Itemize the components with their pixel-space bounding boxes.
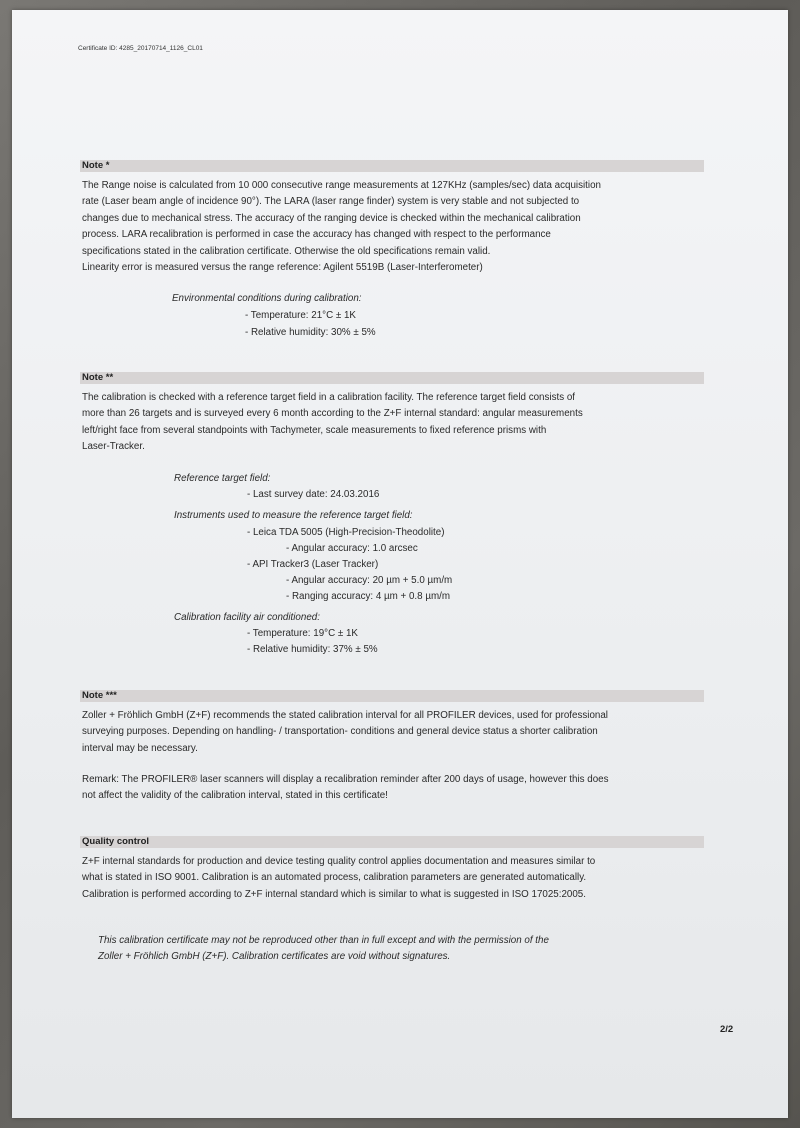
note1-line: process. LARA recalibration is performed in case the accuracy has changed with respect to the performance <box>82 229 551 241</box>
note2-line: left/right face from several standpoints with Tachymeter, scale measurements to fixed reference prisms with <box>82 424 547 436</box>
quality-line: Calibration is performed according to Z+F internal standard which is similar to what is suggested in ISO 17025:2005. <box>82 888 586 900</box>
api-ranging-accuracy: - Ranging accuracy: 4 µm + 0.8 µm/m <box>286 591 451 602</box>
note1-heading: Note * <box>80 160 704 172</box>
leica-instrument: - Leica TDA 5005 (High-Precision-Theodolite) <box>247 527 445 538</box>
facility-humidity: - Relative humidity: 37% ± 5% <box>247 644 378 655</box>
note1-line: Linearity error is measured versus the range reference: Agilent 5519B (Laser-Interferometer) <box>82 262 483 274</box>
note1-line: changes due to mechanical stress. The accuracy of the ranging device is checked within the mechanical calibration <box>82 212 581 224</box>
quality-text <box>82 854 706 903</box>
note2-line: more than 26 targets and is surveyed every 6 month according to the Z+F internal standard: angular measurements <box>82 408 583 420</box>
note3-heading: Note *** <box>80 690 704 702</box>
note1-text <box>82 178 706 276</box>
note3-text <box>82 708 706 757</box>
note1-line: specifications stated in the calibration certificate. Otherwise the old specifications remain valid. <box>82 245 491 257</box>
note1-line: rate (Laser beam angle of incidence 90°). The LARA (laser range finder) system is very stable and not subjected to <box>82 196 580 208</box>
quality-line: Z+F internal standards for production and device testing quality control applies documentation and measures similar to <box>82 856 596 867</box>
instruments-title: Instruments used to measure the reference target field: <box>174 510 413 521</box>
notice-line: This calibration certificate may not be reproduced other than in full except and with the permission of the <box>98 935 549 946</box>
quality-line: what is stated in ISO 9001. Calibration is an automated process, calibration parameters are generated automatically. <box>82 872 587 884</box>
env-conditions-title: Environmental conditions during calibration: <box>172 293 362 304</box>
note2-line: The calibration is checked with a reference target field in a calibration facility. The reference target field consists of <box>82 392 575 403</box>
env-humidity: - Relative humidity: 30% ± 5% <box>245 327 376 338</box>
facility-title: Calibration facility air conditioned: <box>174 612 320 623</box>
certificate-id: Certificate ID: 4285_20170714_1126_CL01 <box>78 45 203 52</box>
remark-line: not affect the validity of the calibration interval, stated in this certificate! <box>82 790 388 802</box>
api-angular-accuracy: - Angular accuracy: 20 µm + 5.0 µm/m <box>286 575 453 586</box>
note3-line: Zoller + Fröhlich GmbH (Z+F) recommends the stated calibration interval for all PROFILER devices, used for professional <box>82 710 608 721</box>
leica-angular-accuracy: - Angular accuracy: 1.0 arcsec <box>286 543 418 554</box>
reference-field-title: Reference target field: <box>174 473 271 484</box>
note2-heading: Note ** <box>80 372 704 384</box>
api-instrument: - API Tracker3 (Laser Tracker) <box>247 559 379 570</box>
note3-remark <box>82 772 706 805</box>
note3-line: interval may be necessary. <box>82 742 198 754</box>
note2-line: Laser-Tracker. <box>82 441 145 453</box>
notice-line: Zoller + Fröhlich GmbH (Z+F). Calibration certificates are void without signatures. <box>98 951 451 963</box>
env-temperature: - Temperature: 21°C ± 1K <box>245 310 356 321</box>
page-number: 2/2 <box>720 1024 734 1035</box>
reproduction-notice <box>98 933 722 966</box>
note1-line: The Range noise is calculated from 10 000 consecutive range measurements at 127KHz (samples/sec) data acquisition <box>82 180 601 191</box>
remark-line: Remark: The PROFILER® laser scanners will display a recalibration reminder after 200 days of usage, however this does <box>82 774 609 785</box>
quality-heading: Quality control <box>80 836 704 848</box>
note2-text <box>82 390 706 456</box>
last-survey-date: - Last survey date: 24.03.2016 <box>247 489 380 500</box>
facility-temperature: - Temperature: 19°C ± 1K <box>247 628 358 639</box>
note3-line: surveying purposes. Depending on handling- / transportation- conditions and general device status a shorter calibration <box>82 726 598 738</box>
